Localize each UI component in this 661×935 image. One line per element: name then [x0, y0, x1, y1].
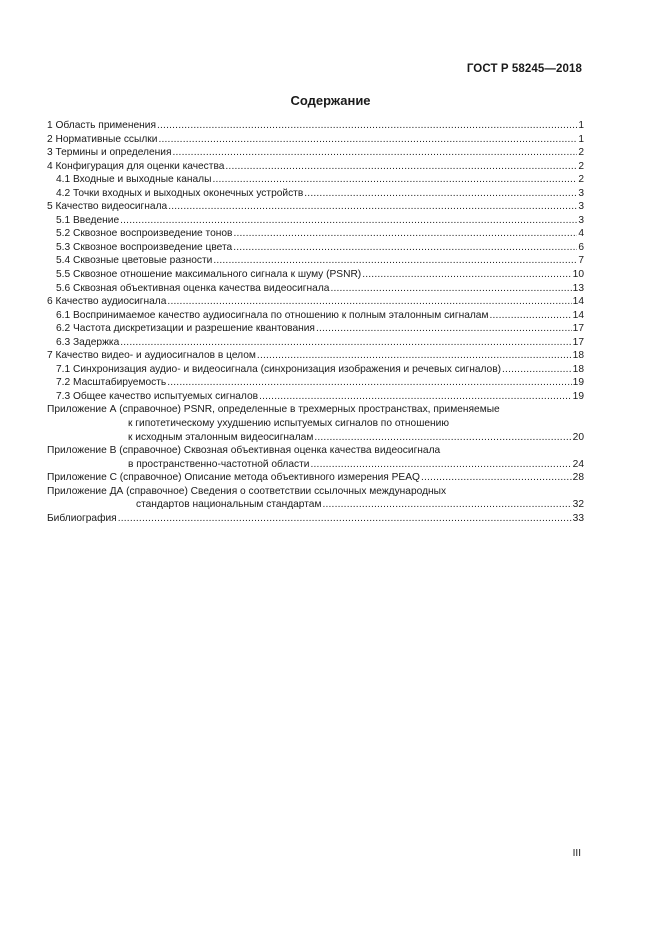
toc-leader-dots — [502, 363, 572, 377]
toc-leader-dots — [304, 187, 577, 201]
toc-page-number: 2 — [578, 160, 584, 172]
toc-leader-dots — [233, 227, 577, 241]
toc-entry-label: 6.3 Задержка — [56, 336, 120, 348]
toc-appendix-line: к исходным эталонным видеосигналам — [128, 431, 314, 443]
toc-page-number: 2 — [578, 174, 584, 186]
toc-appendix-line: в пространственно-частотной области — [128, 458, 310, 470]
toc-entry[interactable] — [47, 363, 584, 377]
toc-appendix-line: к гипотетическому ухудшению испытуемых сигналов по отношению — [128, 418, 450, 430]
toc-entry[interactable] — [47, 227, 584, 241]
toc-leader-dots — [172, 146, 577, 160]
toc-entry-label: 5.3 Сквозное воспроизведение цвета — [56, 241, 233, 253]
toc-entry[interactable] — [47, 241, 584, 255]
toc-leader-dots — [330, 282, 571, 296]
toc-appendix-line: Приложение С (справочное) Описание метода объективного измерения PEAQ — [47, 472, 420, 484]
toc-entry-label: 7.1 Синхронизация аудио- и видеосигнала (синхронизация изображения и речевых сигналов) — [56, 363, 502, 375]
toc-page-number: 1 — [578, 120, 584, 131]
toc-leader-dots — [167, 376, 571, 390]
toc-leader-dots — [120, 336, 571, 350]
toc-leader-dots — [233, 241, 577, 255]
toc-leader-dots — [310, 458, 571, 472]
toc-leader-dots — [120, 214, 577, 228]
toc-leader-dots — [157, 119, 577, 133]
toc-entry[interactable] — [47, 309, 584, 323]
toc-entry[interactable] — [47, 349, 584, 363]
toc-leader-dots — [118, 512, 572, 526]
toc-entry-label: 5 Качество видеосигнала — [47, 201, 168, 213]
toc-entry-label: 5.5 Сквозное отношение максимального сигнала к шуму (PSNR) — [56, 269, 362, 281]
toc-appendix-b[interactable] — [47, 444, 584, 471]
toc-appendix-line: Приложение В (справочное) Сквозная объективная оценка качества видеосигнала — [47, 445, 441, 457]
toc-leader-dots — [314, 431, 571, 445]
toc-page-number: 1 — [578, 133, 584, 145]
toc-entry[interactable] — [47, 133, 584, 147]
toc-entry-label: 5.4 Сквозные цветовые разности — [56, 255, 213, 267]
toc-sections — [47, 119, 584, 403]
toc-entry[interactable] — [47, 336, 584, 350]
toc-appendix-da[interactable] — [47, 485, 584, 512]
toc-page-number: 20 — [572, 431, 584, 443]
toc-page-number: 14 — [572, 309, 584, 321]
toc-page-number: 28 — [572, 472, 584, 484]
toc-appendix-a[interactable] — [47, 403, 584, 444]
toc-entry-label: 6.2 Частота дискретизации и разрешение квантования — [56, 323, 315, 335]
toc-entry[interactable] — [47, 187, 584, 201]
toc-leader-dots — [168, 200, 577, 214]
toc-page-number: 3 — [578, 201, 584, 213]
toc-appendix-line: Приложение ДА (справочное) Сведения о соответствии ссылочных международных — [47, 485, 447, 497]
toc-entry-label: 5.6 Сквозная объективная оценка качества видеосигнала — [56, 282, 330, 294]
toc-entry-label: 6 Качество аудиосигнала — [47, 296, 167, 308]
toc-entry[interactable] — [47, 295, 584, 309]
toc-appendix-line: стандартов национальным стандартам — [136, 499, 322, 511]
toc-entry-label: 4.1 Входные и выходные каналы — [56, 174, 212, 186]
toc-page-number: 32 — [572, 499, 584, 511]
toc-page-number: 17 — [572, 336, 584, 348]
toc-entry-label: 2 Нормативные ссылки — [47, 133, 158, 145]
toc-entry[interactable] — [47, 160, 584, 174]
toc-page-number: 33 — [572, 512, 584, 524]
table-of-contents — [47, 119, 584, 525]
toc-page-number: 24 — [572, 458, 584, 470]
toc-page-number: 17 — [572, 323, 584, 335]
toc-entry-label: 4 Конфигурация для оценки качества — [47, 160, 225, 172]
toc-entry-label: 4.2 Точки входных и выходных оконечных устройств — [56, 187, 304, 199]
toc-entry[interactable] — [47, 146, 584, 160]
toc-entry-label: 3 Термины и определения — [47, 147, 172, 159]
toc-entry-label: 7 Качество видео- и аудиосигналов в целом — [47, 350, 256, 362]
page-title: Содержание — [290, 93, 371, 108]
toc-entry[interactable] — [47, 390, 584, 404]
toc-page-number: 2 — [578, 147, 584, 159]
toc-entry-label: 5.2 Сквозное воспроизведение тонов — [56, 228, 233, 240]
toc-leader-dots — [225, 160, 577, 174]
toc-leader-dots — [316, 322, 572, 336]
toc-entry-label: Библиография — [47, 512, 117, 524]
toc-entry[interactable] — [47, 254, 584, 268]
toc-leader-dots — [212, 173, 577, 187]
toc-page-number: 3 — [578, 187, 584, 199]
toc-page-number: 18 — [572, 350, 584, 362]
toc-page-number: 14 — [572, 296, 584, 308]
toc-leader-dots — [362, 268, 571, 282]
toc-entry[interactable] — [47, 173, 584, 187]
toc-leader-dots — [322, 498, 571, 512]
toc-entry[interactable] — [47, 200, 584, 214]
toc-page-number: 7 — [578, 255, 584, 267]
document-code: ГОСТ Р 58245—2018 — [466, 63, 582, 75]
toc-leader-dots — [259, 390, 572, 404]
toc-page-number: 3 — [578, 214, 584, 226]
toc-entry[interactable] — [47, 119, 584, 133]
toc-page-number: 6 — [578, 241, 584, 253]
toc-leader-dots — [158, 133, 577, 147]
toc-appendix-line: Приложение А (справочное) PSNR, определенные в трехмерных пространствах, применяемые — [47, 404, 500, 416]
toc-entry[interactable] — [47, 376, 584, 390]
toc-entry[interactable] — [47, 268, 584, 282]
toc-page-number: 18 — [572, 363, 584, 375]
toc-page-number: 19 — [572, 390, 584, 402]
toc-bibliography[interactable] — [47, 512, 584, 526]
toc-entry[interactable] — [47, 214, 584, 228]
toc-leader-dots — [213, 254, 577, 268]
toc-entry-label: 7.3 Общее качество испытуемых сигналов — [56, 390, 259, 402]
toc-page-number: 4 — [578, 228, 584, 240]
toc-entry-label: 1 Область применения — [47, 120, 156, 131]
toc-entry[interactable] — [47, 282, 584, 296]
toc-entry-label: 5.1 Введение — [56, 214, 120, 226]
toc-page-number: 13 — [572, 282, 584, 294]
toc-leader-dots — [257, 349, 572, 363]
toc-appendix-c[interactable] — [47, 471, 584, 485]
toc-entry-label: 7.2 Масштабируемость — [56, 377, 167, 389]
toc-leader-dots — [167, 295, 571, 309]
toc-entry-label: 6.1 Воспринимаемое качество аудиосигнала по отношению к полным эталонным сигналам — [56, 309, 489, 321]
page-number: III — [572, 848, 581, 859]
toc-entry[interactable] — [47, 322, 584, 336]
toc-page-number: 19 — [572, 377, 584, 389]
toc-leader-dots — [489, 309, 571, 323]
toc-leader-dots — [421, 471, 572, 485]
toc-page-number: 10 — [572, 269, 584, 281]
